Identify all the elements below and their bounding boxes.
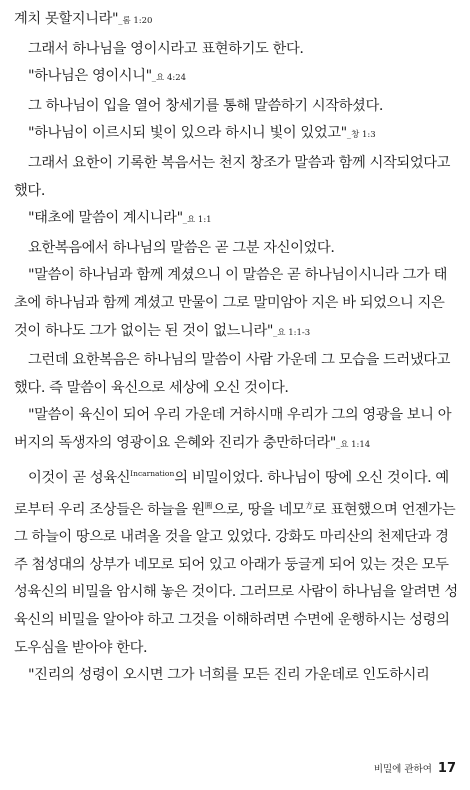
english-term: Incarnation bbox=[130, 468, 175, 478]
paragraph bbox=[14, 93, 460, 121]
scripture-reference: _요 1:14 bbox=[335, 439, 371, 450]
quote-paragraph bbox=[14, 63, 460, 93]
paragraph-text: "태초에 말씀이 계시니라" bbox=[28, 210, 183, 227]
paragraph-text: 그런데 요한복음은 하나님의 말씀이 사람 가운데 그 모습을 드러냈다고 했다. 즉 말씀이 육신으로 세상에 오신 것이다. bbox=[14, 352, 451, 396]
quote-paragraph bbox=[14, 120, 460, 150]
paragraph-text: 이것이 곧 성육신 bbox=[28, 469, 131, 486]
hanja-annotation: 圓 bbox=[204, 500, 213, 510]
paragraph-text: "하나님이 이르시되 빛이 있으라 하시니 빛이 있었고" bbox=[28, 125, 347, 142]
quote-paragraph bbox=[14, 402, 460, 459]
scripture-reference: _창 1:3 bbox=[346, 130, 376, 141]
paragraph-text: 요한복음에서 하나님의 말씀은 곧 그분 자신이었다. bbox=[28, 239, 335, 256]
paragraph-text: 로 표현했으며 언젠가는 그 하늘이 땅으로 내려올 것을 알고 있었다. 강화도 마리산의 천제단과 경주 첨성대의 상부가 네모로 되어 있고 아래가 둥글게 되어 있는 것은 모두 성육신의 비밀을 암시해 놓은 것이다. 그러므로 사람이 하나님을 알려면 성육신의 비밀을 알아야 하고 그것을 이해하려면 수면에 운행하시는 성령의 도우심을 받아야 한다. bbox=[14, 501, 458, 656]
hanja-annotation: 方 bbox=[305, 500, 313, 510]
paragraph bbox=[14, 460, 460, 663]
scripture-reference: _요 4:24 bbox=[151, 73, 187, 84]
paragraph-text: "말씀이 하나님과 함께 계셨으니 이 말씀은 곧 하나님이시니라 그가 태초에 하나님과 함께 계셨고 만물이 그로 말미암아 지은 바 되었으니 지은 것이 하나도 그가 없이는 된 것이 없느니라" bbox=[14, 267, 447, 339]
scripture-reference: _요 1:1 bbox=[182, 215, 212, 226]
paragraph-text: "진리의 성령이 오시면 그가 너희를 모든 진리 가운데로 인도하시리 bbox=[28, 667, 430, 684]
paragraph-text: 그 하나님이 입을 열어 창세기를 통해 말씀하기 시작하셨다. bbox=[28, 97, 384, 114]
paragraph-text: 으로, 땅을 네모 bbox=[212, 501, 306, 518]
paragraph bbox=[14, 6, 460, 36]
scripture-reference: _롬 1:20 bbox=[118, 16, 153, 26]
paragraph bbox=[14, 347, 460, 402]
body-text bbox=[14, 6, 460, 690]
paragraph-text: "말씀이 육신이 되어 우리 가운데 거하시매 우리가 그의 영광을 보니 아버지의 독생자의 영광이요 은혜와 진리가 충만하더라" bbox=[14, 407, 452, 451]
quote-paragraph bbox=[14, 662, 460, 690]
page-number: 17 bbox=[437, 761, 456, 776]
paragraph bbox=[14, 36, 460, 64]
quote-paragraph bbox=[14, 262, 460, 347]
paragraph bbox=[14, 235, 460, 263]
page-footer bbox=[374, 761, 456, 776]
quote-paragraph bbox=[14, 205, 460, 235]
paragraph bbox=[14, 150, 460, 205]
paragraph-text: 그래서 하나님을 영이시라고 표현하기도 한다. bbox=[28, 40, 304, 57]
paragraph-text: 의 비밀이었다. 하나님이 땅에 오신 것이다. 예로부터 우리 조상들은 하늘을 원 bbox=[14, 469, 449, 518]
running-title: 비밀에 관하여 bbox=[373, 764, 432, 775]
scripture-reference: _요 1:1-3 bbox=[273, 327, 311, 338]
paragraph-text: 그래서 요한이 기록한 복음서는 천지 창조가 말씀과 함께 시작되었다고 했다. bbox=[14, 154, 451, 199]
paragraph-text: "하나님은 영이시니" bbox=[28, 68, 152, 85]
paragraph-text: 계치 못할지니라" bbox=[14, 11, 119, 27]
